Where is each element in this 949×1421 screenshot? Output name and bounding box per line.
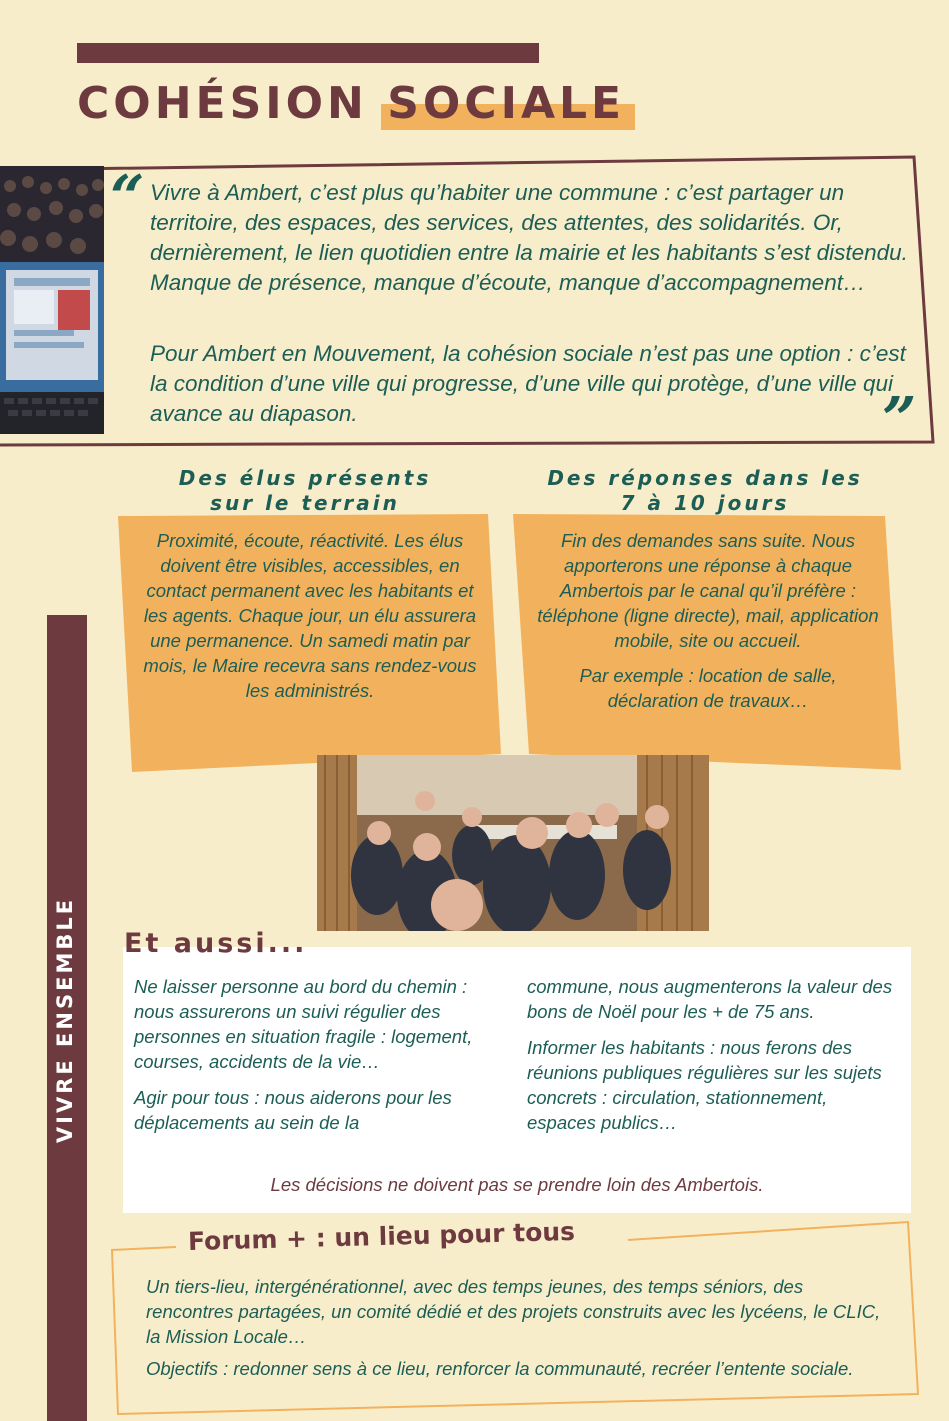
forum-title: Forum + : un lieu pour tous [187, 1216, 576, 1256]
forum-paragraph: Un tiers-lieu, intergénérationnel, avec des temps jeunes, des temps séniors, des rencontres partagées, un comité dédié et des projets construits avec les lycéens, le CLIC, la Mission Locale… [146, 1276, 881, 1347]
heading-line: Des réponses dans les [547, 466, 863, 490]
heading-reponses [525, 466, 885, 516]
box-paragraph: Par exemple : location de salle, déclaration de travaux… [579, 665, 837, 711]
title-part2-highlighted: SOCIALE [387, 78, 626, 129]
forum-body [146, 1274, 886, 1388]
box-text: Proximité, écoute, réactivité. Les élus doivent être visibles, accessibles, en contact permanent avec les habitants et les agents. Chaque jour, un élu assurera une permanence. Un samedi matin par mois, le Maire recevra sans rendez-vous les administrés. [143, 530, 477, 701]
header-bar [77, 43, 539, 63]
audience-photo [0, 166, 104, 434]
aussi-footer: Les décisions ne doivent pas se prendre loin des Ambertois. [270, 1174, 764, 1195]
orange-box-elus [118, 514, 506, 774]
aussi-paragraph: Informer les habitants : nous ferons des réunions publiques régulières sur les sujets concrets : circulation, stationnement, espaces publics… [527, 1037, 882, 1133]
side-label: VIVRE ENSEMBLE [53, 896, 77, 1144]
heading-line: 7 à 10 jours [620, 491, 790, 515]
aussi-paragraph: commune, nous augmenterons la valeur des bons de Noël pour les + de 75 ans. [527, 976, 893, 1022]
aussi-paragraph: Agir pour tous : nous aiderons pour les déplacements au sein de la [134, 1087, 452, 1133]
aussi-left-column [134, 974, 512, 1146]
heading-line: Des élus présents [178, 466, 432, 490]
aussi-paragraph: Ne laisser personne au bord du chemin : nous assurerons un suivi régulier des personnes en situation fragile : logement, courses, accidents de la vie… [134, 976, 473, 1072]
title-part1: COHÉSION [77, 78, 368, 129]
box-text [537, 528, 879, 723]
quote-paragraph-2: Pour Ambert en Mouvement, la cohésion sociale n’est pas une option : c’est la condition d’une ville qui progresse, d’une ville qui protège, d’une ville qui avance au diapason. [150, 341, 906, 426]
heading-line: sur le terrain [210, 491, 400, 515]
forum-paragraph: Objectifs : redonner sens à ce lieu, renforcer la communauté, recréer l’entente sociale. [146, 1358, 854, 1379]
heading-elus-presents [140, 466, 470, 516]
aussi-title: Et aussi... [124, 928, 308, 959]
open-quote-icon: “ [110, 163, 145, 233]
orange-box-reponses [513, 514, 905, 772]
close-quote-icon: ” [882, 385, 917, 455]
box-paragraph: Fin des demandes sans suite. Nous apporterons une réponse à chaque Ambertois par le canal qu’il préfère : téléphone (ligne directe), mail, application mobile, site ou accueil. [537, 530, 879, 651]
aussi-right-column [527, 974, 899, 1146]
page-title [77, 78, 625, 138]
meeting-photo [317, 755, 709, 931]
quote-paragraph-1: Vivre à Ambert, c’est plus qu’habiter une commune : c’est partager un territoire, des espaces, des services, des attentes, des solidarités. Or, dernièrement, le lien quotidien entre la mairie et les habitants s’est distendu. Manque de présence, manque d’écoute, manque d’accompagnement… [150, 180, 908, 295]
